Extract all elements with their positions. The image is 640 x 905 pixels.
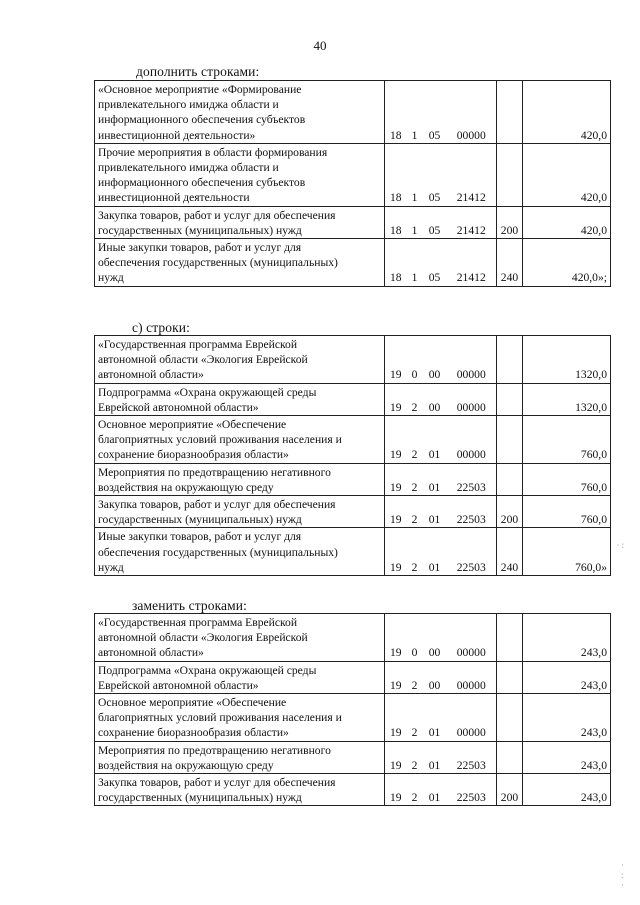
row-name-line: привлекательного имиджа области и bbox=[98, 161, 279, 175]
code-direction: 00000 bbox=[447, 694, 497, 742]
page-number: 40 bbox=[313, 38, 327, 53]
row-name bbox=[95, 774, 385, 806]
row-name bbox=[95, 463, 385, 495]
row-name-line: Мероприятия по предотвращению негативного bbox=[98, 465, 331, 479]
code-subprogram: 2 bbox=[407, 774, 423, 806]
code-program: 18 bbox=[385, 206, 407, 238]
row-name-line: воздействия на окружающую среду bbox=[98, 758, 274, 772]
row-name-line: Еврейской автономной области» bbox=[98, 678, 259, 692]
expense-type bbox=[497, 143, 523, 206]
amount: 1320,0 bbox=[523, 336, 611, 384]
table-row bbox=[95, 774, 611, 806]
code-main-event: 05 bbox=[423, 206, 447, 238]
table-row bbox=[95, 463, 611, 495]
row-name-line: Основное мероприятие «Обеспечение bbox=[98, 418, 287, 432]
code-program: 18 bbox=[385, 239, 407, 287]
amount: 243,0 bbox=[523, 694, 611, 742]
code-program: 19 bbox=[385, 741, 407, 773]
row-name bbox=[95, 694, 385, 742]
row-name-line: автономной области» bbox=[98, 368, 204, 382]
code-program: 19 bbox=[385, 336, 407, 384]
code-subprogram: 2 bbox=[407, 528, 423, 576]
row-name-line: инвестиционной деятельности» bbox=[98, 128, 256, 142]
row-name-line: инвестиционной деятельности bbox=[98, 191, 250, 205]
table-row bbox=[95, 206, 611, 238]
table-row bbox=[95, 741, 611, 773]
row-name-line: Иные закупки товаров, работ и услуг для bbox=[98, 530, 302, 544]
row-name-line: привлекательного имиджа области и bbox=[98, 98, 279, 112]
code-subprogram: 1 bbox=[407, 143, 423, 206]
row-name bbox=[95, 239, 385, 287]
code-subprogram: 1 bbox=[407, 239, 423, 287]
code-subprogram: 2 bbox=[407, 741, 423, 773]
code-subprogram: 2 bbox=[407, 463, 423, 495]
expense-type: 200 bbox=[497, 496, 523, 528]
code-direction: 00000 bbox=[447, 416, 497, 464]
row-name-line: Прочие мероприятия в области формирования bbox=[98, 145, 328, 159]
scan-artifact: ·: bbox=[616, 540, 626, 550]
table-row bbox=[95, 694, 611, 742]
code-direction: 00000 bbox=[447, 383, 497, 415]
row-name-line: информационного обеспечения субъектов bbox=[98, 176, 306, 190]
amount: 243,0 bbox=[523, 774, 611, 806]
row-name-line: Подпрограмма «Охрана окружающей среды bbox=[98, 385, 317, 399]
row-name bbox=[95, 496, 385, 528]
row-name-line: Иные закупки товаров, работ и услуг для bbox=[98, 241, 302, 255]
row-name-line: государственных (муниципальных) нужд bbox=[98, 223, 302, 237]
row-name bbox=[95, 741, 385, 773]
code-main-event: 00 bbox=[423, 383, 447, 415]
code-subprogram: 2 bbox=[407, 416, 423, 464]
row-name bbox=[95, 383, 385, 415]
row-name bbox=[95, 661, 385, 693]
row-name-line: Закупка товаров, работ и услуг для обеспечения bbox=[98, 776, 336, 790]
amount: 420,0 bbox=[523, 143, 611, 206]
amount: 1320,0 bbox=[523, 383, 611, 415]
code-direction: 22503 bbox=[447, 741, 497, 773]
code-subprogram: 0 bbox=[407, 614, 423, 662]
code-main-event: 01 bbox=[423, 741, 447, 773]
code-program: 19 bbox=[385, 383, 407, 415]
code-direction: 21412 bbox=[447, 206, 497, 238]
row-name-line: благоприятных условий проживания населения и bbox=[98, 433, 342, 447]
row-name-line: автономной области» bbox=[98, 646, 204, 660]
amount: 760,0 bbox=[523, 496, 611, 528]
expense-type bbox=[497, 336, 523, 384]
section-heading-add: дополнить строками: bbox=[136, 64, 260, 79]
amount: 760,0 bbox=[523, 463, 611, 495]
row-name-line: Основное мероприятие «Обеспечение bbox=[98, 696, 287, 710]
expense-type bbox=[497, 614, 523, 662]
amount: 760,0» bbox=[523, 528, 611, 576]
code-direction: 22503 bbox=[447, 528, 497, 576]
amount: 243,0 bbox=[523, 741, 611, 773]
code-main-event: 00 bbox=[423, 661, 447, 693]
code-main-event: 01 bbox=[423, 694, 447, 742]
amount: 420,0 bbox=[523, 81, 611, 144]
code-direction: 22503 bbox=[447, 463, 497, 495]
code-subprogram: 0 bbox=[407, 336, 423, 384]
row-name-line: государственных (муниципальных) нужд bbox=[98, 791, 302, 805]
code-program: 19 bbox=[385, 528, 407, 576]
row-name bbox=[95, 143, 385, 206]
code-subprogram: 2 bbox=[407, 661, 423, 693]
amount: 420,0 bbox=[523, 206, 611, 238]
row-name-line: информационного обеспечения субъектов bbox=[98, 113, 306, 127]
code-program: 18 bbox=[385, 81, 407, 144]
row-name-line: автономной области «Экология Еврейской bbox=[98, 353, 308, 367]
expense-type bbox=[497, 383, 523, 415]
scan-artifact: · : · bbox=[621, 860, 626, 890]
table-row bbox=[95, 416, 611, 464]
code-subprogram: 1 bbox=[407, 81, 423, 144]
code-program: 19 bbox=[385, 496, 407, 528]
expense-type: 200 bbox=[497, 206, 523, 238]
expense-type bbox=[497, 81, 523, 144]
code-subprogram: 2 bbox=[407, 383, 423, 415]
table-row bbox=[95, 528, 611, 576]
expense-type bbox=[497, 416, 523, 464]
code-program: 19 bbox=[385, 416, 407, 464]
row-name bbox=[95, 206, 385, 238]
code-program: 19 bbox=[385, 774, 407, 806]
row-name-line: Еврейской автономной области» bbox=[98, 400, 259, 414]
code-main-event: 01 bbox=[423, 463, 447, 495]
row-name bbox=[95, 336, 385, 384]
row-name bbox=[95, 81, 385, 144]
row-name-line: «Государственная программа Еврейской bbox=[98, 338, 298, 351]
code-direction: 00000 bbox=[447, 614, 497, 662]
code-direction: 22503 bbox=[447, 774, 497, 806]
code-subprogram: 2 bbox=[407, 694, 423, 742]
row-name bbox=[95, 614, 385, 662]
row-name-line: сохранение биоразнообразия области» bbox=[98, 726, 289, 740]
code-main-event: 01 bbox=[423, 774, 447, 806]
row-name-line: благоприятных условий проживания населения и bbox=[98, 711, 342, 725]
row-name-line: воздействия на окружающую среду bbox=[98, 480, 274, 494]
amount: 760,0 bbox=[523, 416, 611, 464]
code-program: 19 bbox=[385, 463, 407, 495]
table-row bbox=[95, 336, 611, 384]
code-direction: 21412 bbox=[447, 143, 497, 206]
row-name-line: Мероприятия по предотвращению негативного bbox=[98, 743, 331, 757]
section-heading-rows: с) строки: bbox=[132, 320, 190, 335]
row-name-line: «Основное мероприятие «Формирование bbox=[98, 83, 302, 96]
code-main-event: 00 bbox=[423, 336, 447, 384]
table-row bbox=[95, 81, 611, 144]
table-row bbox=[95, 614, 611, 662]
row-name-line: нужд bbox=[98, 271, 124, 285]
row-name bbox=[95, 416, 385, 464]
row-name-line: обеспечения государственных (муниципальных) bbox=[98, 545, 338, 559]
table-row bbox=[95, 239, 611, 287]
row-name-line: Закупка товаров, работ и услуг для обеспечения bbox=[98, 208, 336, 222]
code-subprogram: 1 bbox=[407, 206, 423, 238]
code-main-event: 05 bbox=[423, 81, 447, 144]
code-main-event: 00 bbox=[423, 614, 447, 662]
expense-type: 240 bbox=[497, 528, 523, 576]
expense-type: 200 bbox=[497, 774, 523, 806]
expense-type bbox=[497, 741, 523, 773]
expense-type bbox=[497, 463, 523, 495]
expense-type bbox=[497, 661, 523, 693]
section-heading-replace: заменить строками: bbox=[132, 598, 247, 613]
code-direction: 22503 bbox=[447, 496, 497, 528]
expense-type: 240 bbox=[497, 239, 523, 287]
expense-type bbox=[497, 694, 523, 742]
budget-table-old-rows bbox=[94, 335, 611, 576]
table-row bbox=[95, 496, 611, 528]
budget-table-replace bbox=[94, 613, 611, 806]
row-name-line: обеспечения государственных (муниципальных) bbox=[98, 256, 338, 270]
table-row bbox=[95, 383, 611, 415]
code-main-event: 01 bbox=[423, 528, 447, 576]
row-name-line: нужд bbox=[98, 560, 124, 574]
code-subprogram: 2 bbox=[407, 496, 423, 528]
row-name-line: сохранение биоразнообразия области» bbox=[98, 448, 289, 462]
amount: 243,0 bbox=[523, 614, 611, 662]
row-name-line: Закупка товаров, работ и услуг для обеспечения bbox=[98, 498, 336, 512]
code-main-event: 05 bbox=[423, 143, 447, 206]
budget-table-add bbox=[94, 80, 611, 287]
code-direction: 00000 bbox=[447, 336, 497, 384]
code-main-event: 01 bbox=[423, 496, 447, 528]
code-direction: 00000 bbox=[447, 661, 497, 693]
code-program: 19 bbox=[385, 694, 407, 742]
table-row bbox=[95, 143, 611, 206]
row-name-line: Подпрограмма «Охрана окружающей среды bbox=[98, 663, 317, 677]
row-name-line: государственных (муниципальных) нужд bbox=[98, 513, 302, 527]
code-program: 19 bbox=[385, 661, 407, 693]
code-direction: 21412 bbox=[447, 239, 497, 287]
table-row bbox=[95, 661, 611, 693]
row-name-line: автономной области «Экология Еврейской bbox=[98, 631, 308, 645]
row-name-line: «Государственная программа Еврейской bbox=[98, 616, 298, 629]
code-main-event: 01 bbox=[423, 416, 447, 464]
row-name bbox=[95, 528, 385, 576]
code-main-event: 05 bbox=[423, 239, 447, 287]
code-direction: 00000 bbox=[447, 81, 497, 144]
amount: 420,0»; bbox=[523, 239, 611, 287]
code-program: 19 bbox=[385, 614, 407, 662]
code-program: 18 bbox=[385, 143, 407, 206]
amount: 243,0 bbox=[523, 661, 611, 693]
